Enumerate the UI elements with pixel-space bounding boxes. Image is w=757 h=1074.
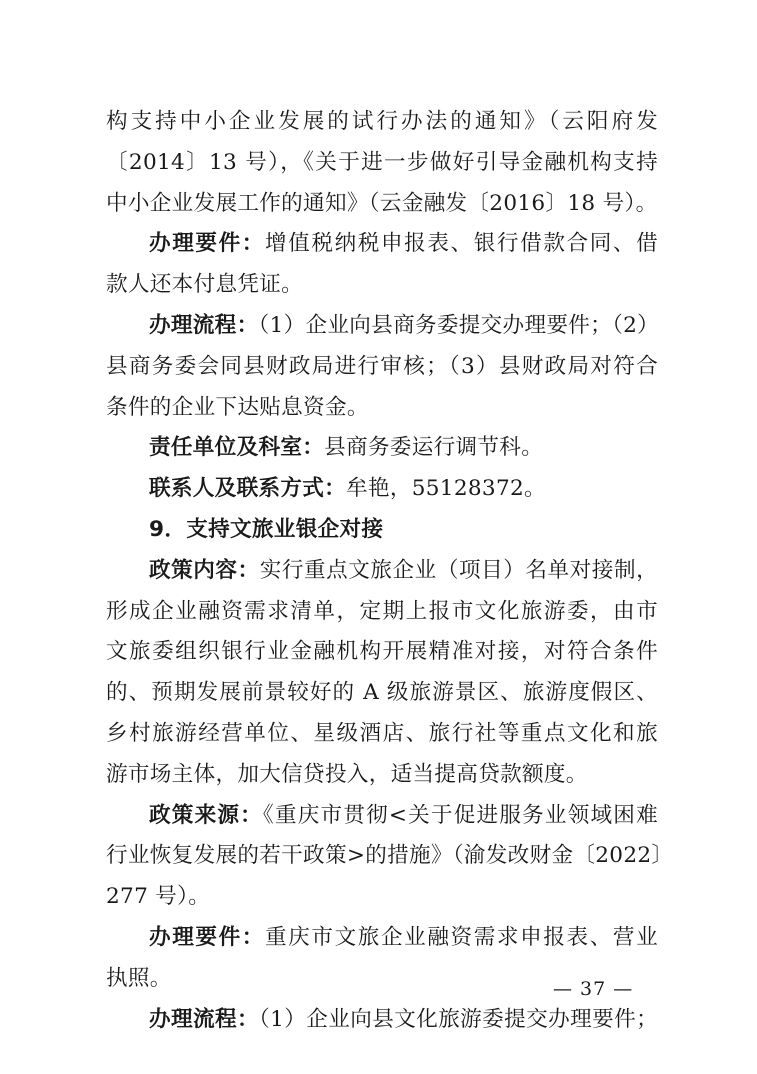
line-text: 增值税纳税申报表、银行借款合同、借 [264, 231, 658, 257]
line-text: 执照。 [106, 965, 172, 991]
text-line [106, 143, 658, 184]
text-line [106, 510, 658, 551]
text-line [106, 755, 658, 796]
line-text: 的、预期发展前景较好的 A 级旅游景区、旅游度假区、 [106, 680, 658, 706]
line-text: 《重庆市贯彻<关于促进服务业领域困难 [262, 802, 658, 828]
line-text: 形成企业融资需求清单，定期上报市文化旅游委，由市 [106, 598, 658, 624]
text-line [106, 388, 658, 429]
line-text: 条件的企业下达贴息资金。 [106, 394, 369, 420]
text-line [106, 102, 658, 143]
text-line [106, 428, 658, 469]
line-text: （1）企业向县商务委提交办理要件；（2） [258, 312, 660, 338]
line-text: 实行重点文旅企业（项目）名单对接制， [259, 557, 658, 583]
field-label: 9．支持文旅业银企对接 [149, 516, 384, 542]
field-label: 办理流程： [149, 1006, 259, 1032]
text-line [106, 306, 658, 347]
line-text: 县商务委运行调节科。 [324, 435, 544, 461]
text-line [106, 224, 658, 265]
text-line [106, 796, 658, 837]
field-label: 政策内容： [149, 557, 260, 583]
text-line [106, 592, 658, 633]
line-text: 县商务委会同县财政局进行审核；（3）县财政局对符合 [106, 353, 658, 379]
field-label: 责任单位及科室： [149, 435, 325, 461]
line-text: 中小企业发展工作的通知》（云金融发〔2016〕18 号）。 [106, 190, 658, 216]
line-text: 牟艳，55128372。 [346, 476, 546, 502]
text-line [106, 265, 658, 306]
line-text: 行业恢复发展的若干政策>的措施》（渝发改财金〔2022〕 [106, 843, 674, 869]
field-label: 联系人及联系方式： [149, 476, 347, 502]
line-text: （1）企业向县文化旅游委提交办理要件； [258, 1006, 658, 1032]
text-line [106, 877, 658, 918]
text-line [106, 673, 658, 714]
line-text: 构支持中小企业发展的试行办法的通知》（云阳府发 [106, 109, 658, 134]
text-line [106, 184, 658, 225]
line-text: 277 号）。 [106, 884, 211, 910]
page-number: — 37 — [553, 978, 634, 1000]
field-label: 政策来源： [149, 802, 263, 828]
text-line [106, 836, 674, 877]
text-line [106, 469, 658, 510]
line-text: 款人还本付息凭证。 [106, 272, 304, 298]
text-line [106, 632, 658, 673]
line-text: 乡村旅游经营单位、星级酒店、旅行社等重点文化和旅 [106, 720, 658, 746]
field-label: 办理流程： [149, 312, 259, 338]
text-line [106, 918, 658, 959]
field-label: 办理要件： [149, 924, 265, 950]
line-text: 游市场主体，加大信贷投入，适当提高贷款额度。 [106, 761, 588, 787]
document-page [106, 102, 674, 1040]
text-line [106, 347, 658, 388]
text-line [106, 714, 658, 755]
line-text: 文旅委组织银行业金融机构开展精准对接，对符合条件 [106, 639, 658, 665]
line-text: 重庆市文旅企业融资需求申报表、营业 [264, 924, 658, 950]
text-line [106, 551, 658, 592]
line-text: 〔2014〕13 号），《关于进一步做好引导金融机构支持 [106, 149, 658, 175]
text-line [106, 1000, 658, 1041]
field-label: 办理要件： [149, 231, 265, 257]
